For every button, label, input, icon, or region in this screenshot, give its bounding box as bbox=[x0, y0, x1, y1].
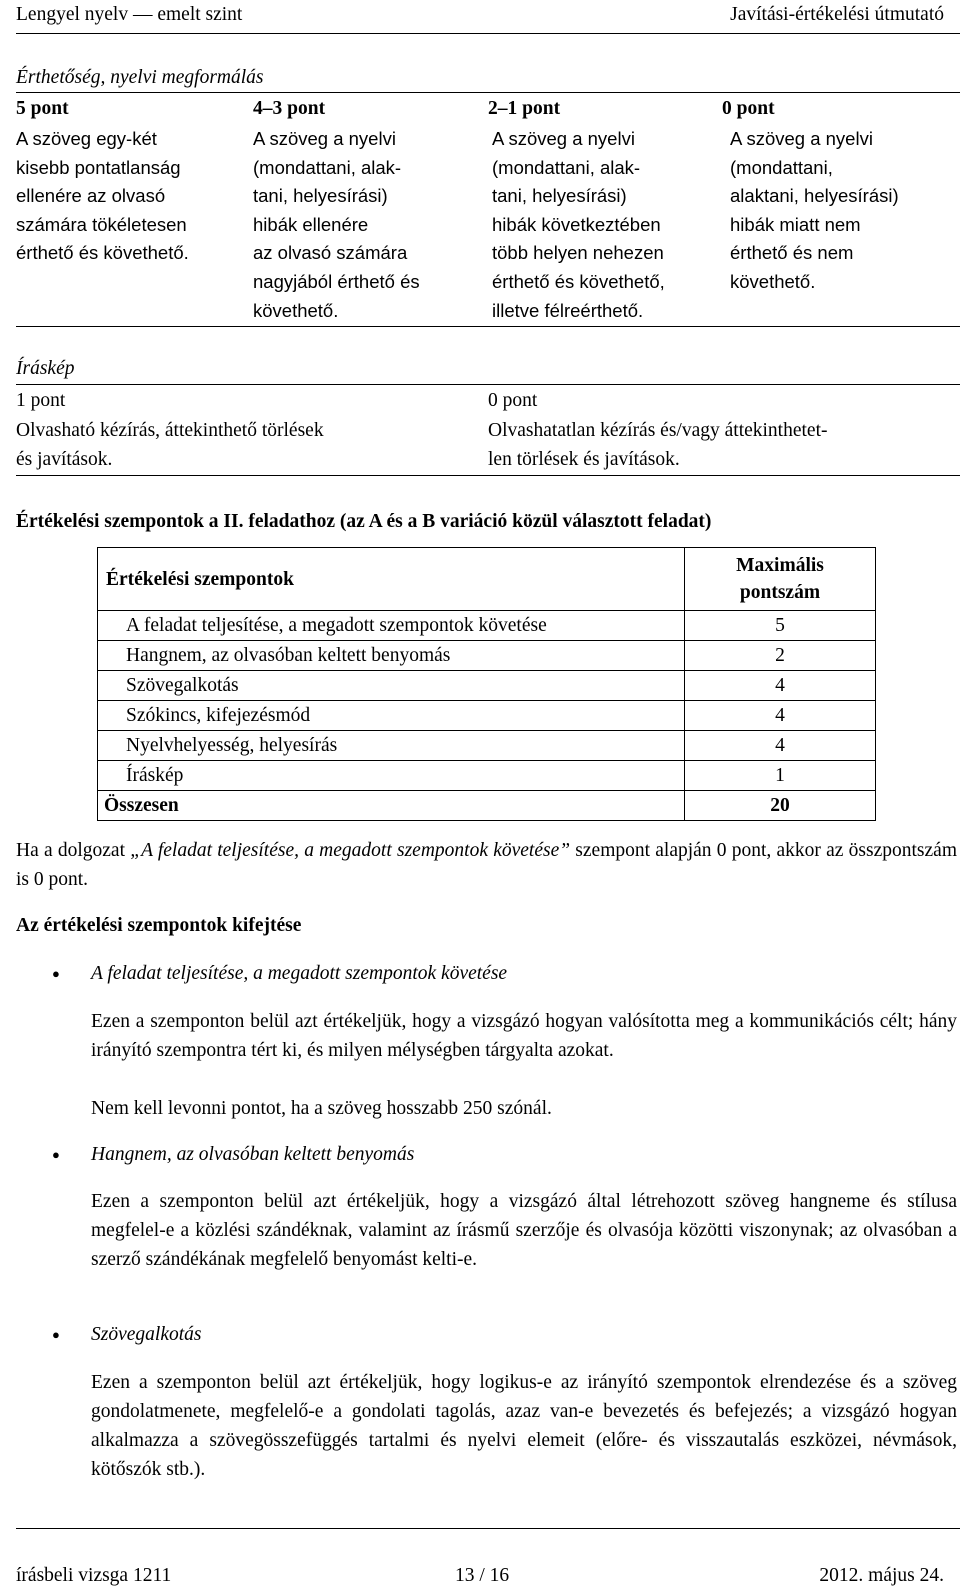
text-line: (mondattani, alak- bbox=[492, 156, 641, 178]
item-title-tone: Hangnem, az olvasóban keltett benyomás bbox=[91, 1144, 415, 1165]
table-row bbox=[98, 701, 876, 731]
criteria-heading: Értékelési szempontok a II. feladathoz (az A és a B variáció közül választott feladat) bbox=[16, 511, 712, 532]
criterion-value: 4 bbox=[685, 671, 876, 701]
item-body-composition: Ezen a szemponton belül azt értékeljük, hogy logikus-e az irányító szempontok elrendezése és a szöveg gondolatmenete, megfelelő-e a gondolati tagolás, azaz van-e bevezetés és befejezés; a vizsgázó hogyan alkalmazza a szövegösszefüggés tartalmi és nyelvi elemeit (előre- és visszautalás eszközei, névmások, kötőszók stb.). bbox=[91, 1372, 957, 1480]
footer-date: 2012. május 24. bbox=[819, 1565, 944, 1586]
criterion-label: Íráskép bbox=[98, 761, 685, 791]
note-lead: Ha a dolgozat bbox=[16, 840, 131, 861]
item-extra-task: Nem kell levonni pontot, ha a szöveg hosszabb 250 szónál. bbox=[91, 1098, 552, 1119]
criteria-table bbox=[97, 547, 876, 821]
text-line: illetve félreérthető. bbox=[492, 299, 644, 321]
text-line: len törlések és javítások. bbox=[488, 449, 680, 470]
col-header-max-points bbox=[685, 548, 876, 611]
text-line: hibák következtében bbox=[492, 213, 661, 235]
text-line: érthető és nem bbox=[730, 242, 854, 264]
total-value: 20 bbox=[685, 791, 876, 821]
criterion-0-text bbox=[730, 125, 958, 297]
text-line: ellenére az olvasó bbox=[16, 185, 166, 207]
col-header-criteria: Értékelési szempontok bbox=[98, 548, 685, 611]
points-0: 0 pont bbox=[722, 98, 775, 119]
section-title-handwriting: Íráskép bbox=[16, 358, 75, 379]
text-line: nagyjából érthető és bbox=[253, 270, 420, 292]
text-line: Olvasható kézírás, áttekinthető törlések bbox=[16, 420, 324, 441]
text-line: érthető és követhető, bbox=[492, 270, 665, 292]
bullet-icon: ● bbox=[52, 1147, 60, 1162]
criterion-label: Hangnem, az olvasóban keltett benyomás bbox=[98, 641, 685, 671]
criterion-value: 1 bbox=[685, 761, 876, 791]
table-row bbox=[98, 761, 876, 791]
table-row bbox=[98, 731, 876, 761]
points-4-3: 4–3 pont bbox=[253, 98, 326, 119]
text-line: több helyen nehezen bbox=[492, 242, 664, 264]
section1-bottom-rule bbox=[16, 326, 960, 327]
text-line: (mondattani, bbox=[730, 156, 833, 178]
text-line: A szöveg egy-két bbox=[16, 128, 157, 149]
item-body-task: Ezen a szemponton belül azt értékeljük, hogy a vizsgázó hogyan valósította meg a kommunikációs célt; hány irányító szempontra tért ki, és milyen mélységben tárgyalta azokat. bbox=[91, 1011, 957, 1061]
footer-page-number: 13 / 16 bbox=[455, 1565, 510, 1586]
criterion-label: A feladat teljesítése, a megadott szempontok követése bbox=[98, 611, 685, 641]
handwriting-1-text bbox=[16, 416, 476, 474]
criterion-label: Nyelvhelyesség, helyesírás bbox=[98, 731, 685, 761]
text-line: számára tökéletesen bbox=[16, 213, 187, 235]
handwriting-0-text bbox=[488, 416, 956, 474]
points-5: 5 pont bbox=[16, 98, 69, 119]
header-rule bbox=[16, 33, 960, 34]
table-total-row bbox=[98, 791, 876, 821]
zero-point-note bbox=[16, 836, 957, 894]
text-line: A szöveg a nyelvi bbox=[492, 128, 635, 149]
criterion-label: Szókincs, kifejezésmód bbox=[98, 701, 685, 731]
running-header-left: Lengyel nyelv — emelt szint bbox=[16, 4, 243, 25]
text-line: hibák miatt nem bbox=[730, 213, 861, 235]
note-quoted-criterion: „A feladat teljesítése, a megadott szempontok követése” bbox=[130, 840, 571, 861]
section2-top-rule bbox=[16, 384, 960, 385]
text-line: kisebb pontatlanság bbox=[16, 156, 181, 178]
criterion-2-1-text bbox=[492, 125, 717, 325]
text-line: A szöveg a nyelvi bbox=[253, 128, 396, 149]
criterion-label: Szövegalkotás bbox=[98, 671, 685, 701]
table-row bbox=[98, 671, 876, 701]
criterion-4-3-text bbox=[253, 125, 483, 325]
explanation-heading: Az értékelési szempontok kifejtése bbox=[16, 915, 302, 936]
criterion-value: 4 bbox=[685, 731, 876, 761]
text-line: érthető és követhető. bbox=[16, 242, 189, 264]
criterion-5-text bbox=[16, 125, 246, 268]
footer-exam-code: írásbeli vizsga 1211 bbox=[16, 1565, 172, 1586]
criterion-value: 4 bbox=[685, 701, 876, 731]
text-line: tani, helyesírási) bbox=[492, 185, 627, 207]
col-header-max-line1: Maximális bbox=[736, 555, 824, 576]
bullet-icon: ● bbox=[52, 1327, 60, 1342]
text-line: tani, helyesírási) bbox=[253, 185, 388, 207]
points-2-1: 2–1 pont bbox=[488, 98, 561, 119]
footer-rule bbox=[16, 1528, 960, 1529]
criterion-value: 2 bbox=[685, 641, 876, 671]
section1-top-rule bbox=[16, 92, 960, 93]
total-label: Összesen bbox=[98, 791, 685, 821]
text-line: hibák ellenére bbox=[253, 213, 369, 235]
section2-bottom-rule bbox=[16, 475, 960, 476]
item-title-composition: Szövegalkotás bbox=[91, 1324, 202, 1345]
item-body-tone: Ezen a szemponton belül azt értékeljük, hogy a vizsgázó által létrehozott szöveg hangneme és stílusa megfelel-e a közlési szándéknak, valamint az írásmű szerzője és olvasója közötti viszonynak; az olvasóban a szerző szándékának megfelelő benyomást kelti-e. bbox=[91, 1191, 957, 1270]
text-line: az olvasó számára bbox=[253, 242, 408, 264]
table-header-row bbox=[98, 548, 876, 611]
table-row bbox=[98, 611, 876, 641]
handwriting-points-1: 1 pont bbox=[16, 390, 66, 411]
running-header-right: Javítási-értékelési útmutató bbox=[730, 4, 944, 25]
text-line: A szöveg a nyelvi bbox=[730, 128, 873, 149]
text-line: Olvashatatlan kézírás és/vagy áttekinthetet- bbox=[488, 420, 828, 441]
text-line: alaktani, helyesírási) bbox=[730, 185, 899, 207]
text-line: követhető. bbox=[730, 270, 816, 292]
text-line: és javítások. bbox=[16, 449, 113, 470]
table-row bbox=[98, 641, 876, 671]
col-header-max-line2: pontszám bbox=[739, 582, 821, 603]
criterion-value: 5 bbox=[685, 611, 876, 641]
text-line: (mondattani, alak- bbox=[253, 156, 402, 178]
text-line: követhető. bbox=[253, 299, 339, 321]
bullet-icon: ● bbox=[52, 966, 60, 981]
handwriting-points-0: 0 pont bbox=[488, 390, 538, 411]
item-title-task: A feladat teljesítése, a megadott szempontok követése bbox=[91, 963, 508, 984]
section-title-comprehensibility: Érthetőség, nyelvi megformálás bbox=[16, 67, 264, 88]
note-tail: szempont alapján 0 pont, akkor az összpontszám is 0 pont. bbox=[16, 840, 957, 890]
